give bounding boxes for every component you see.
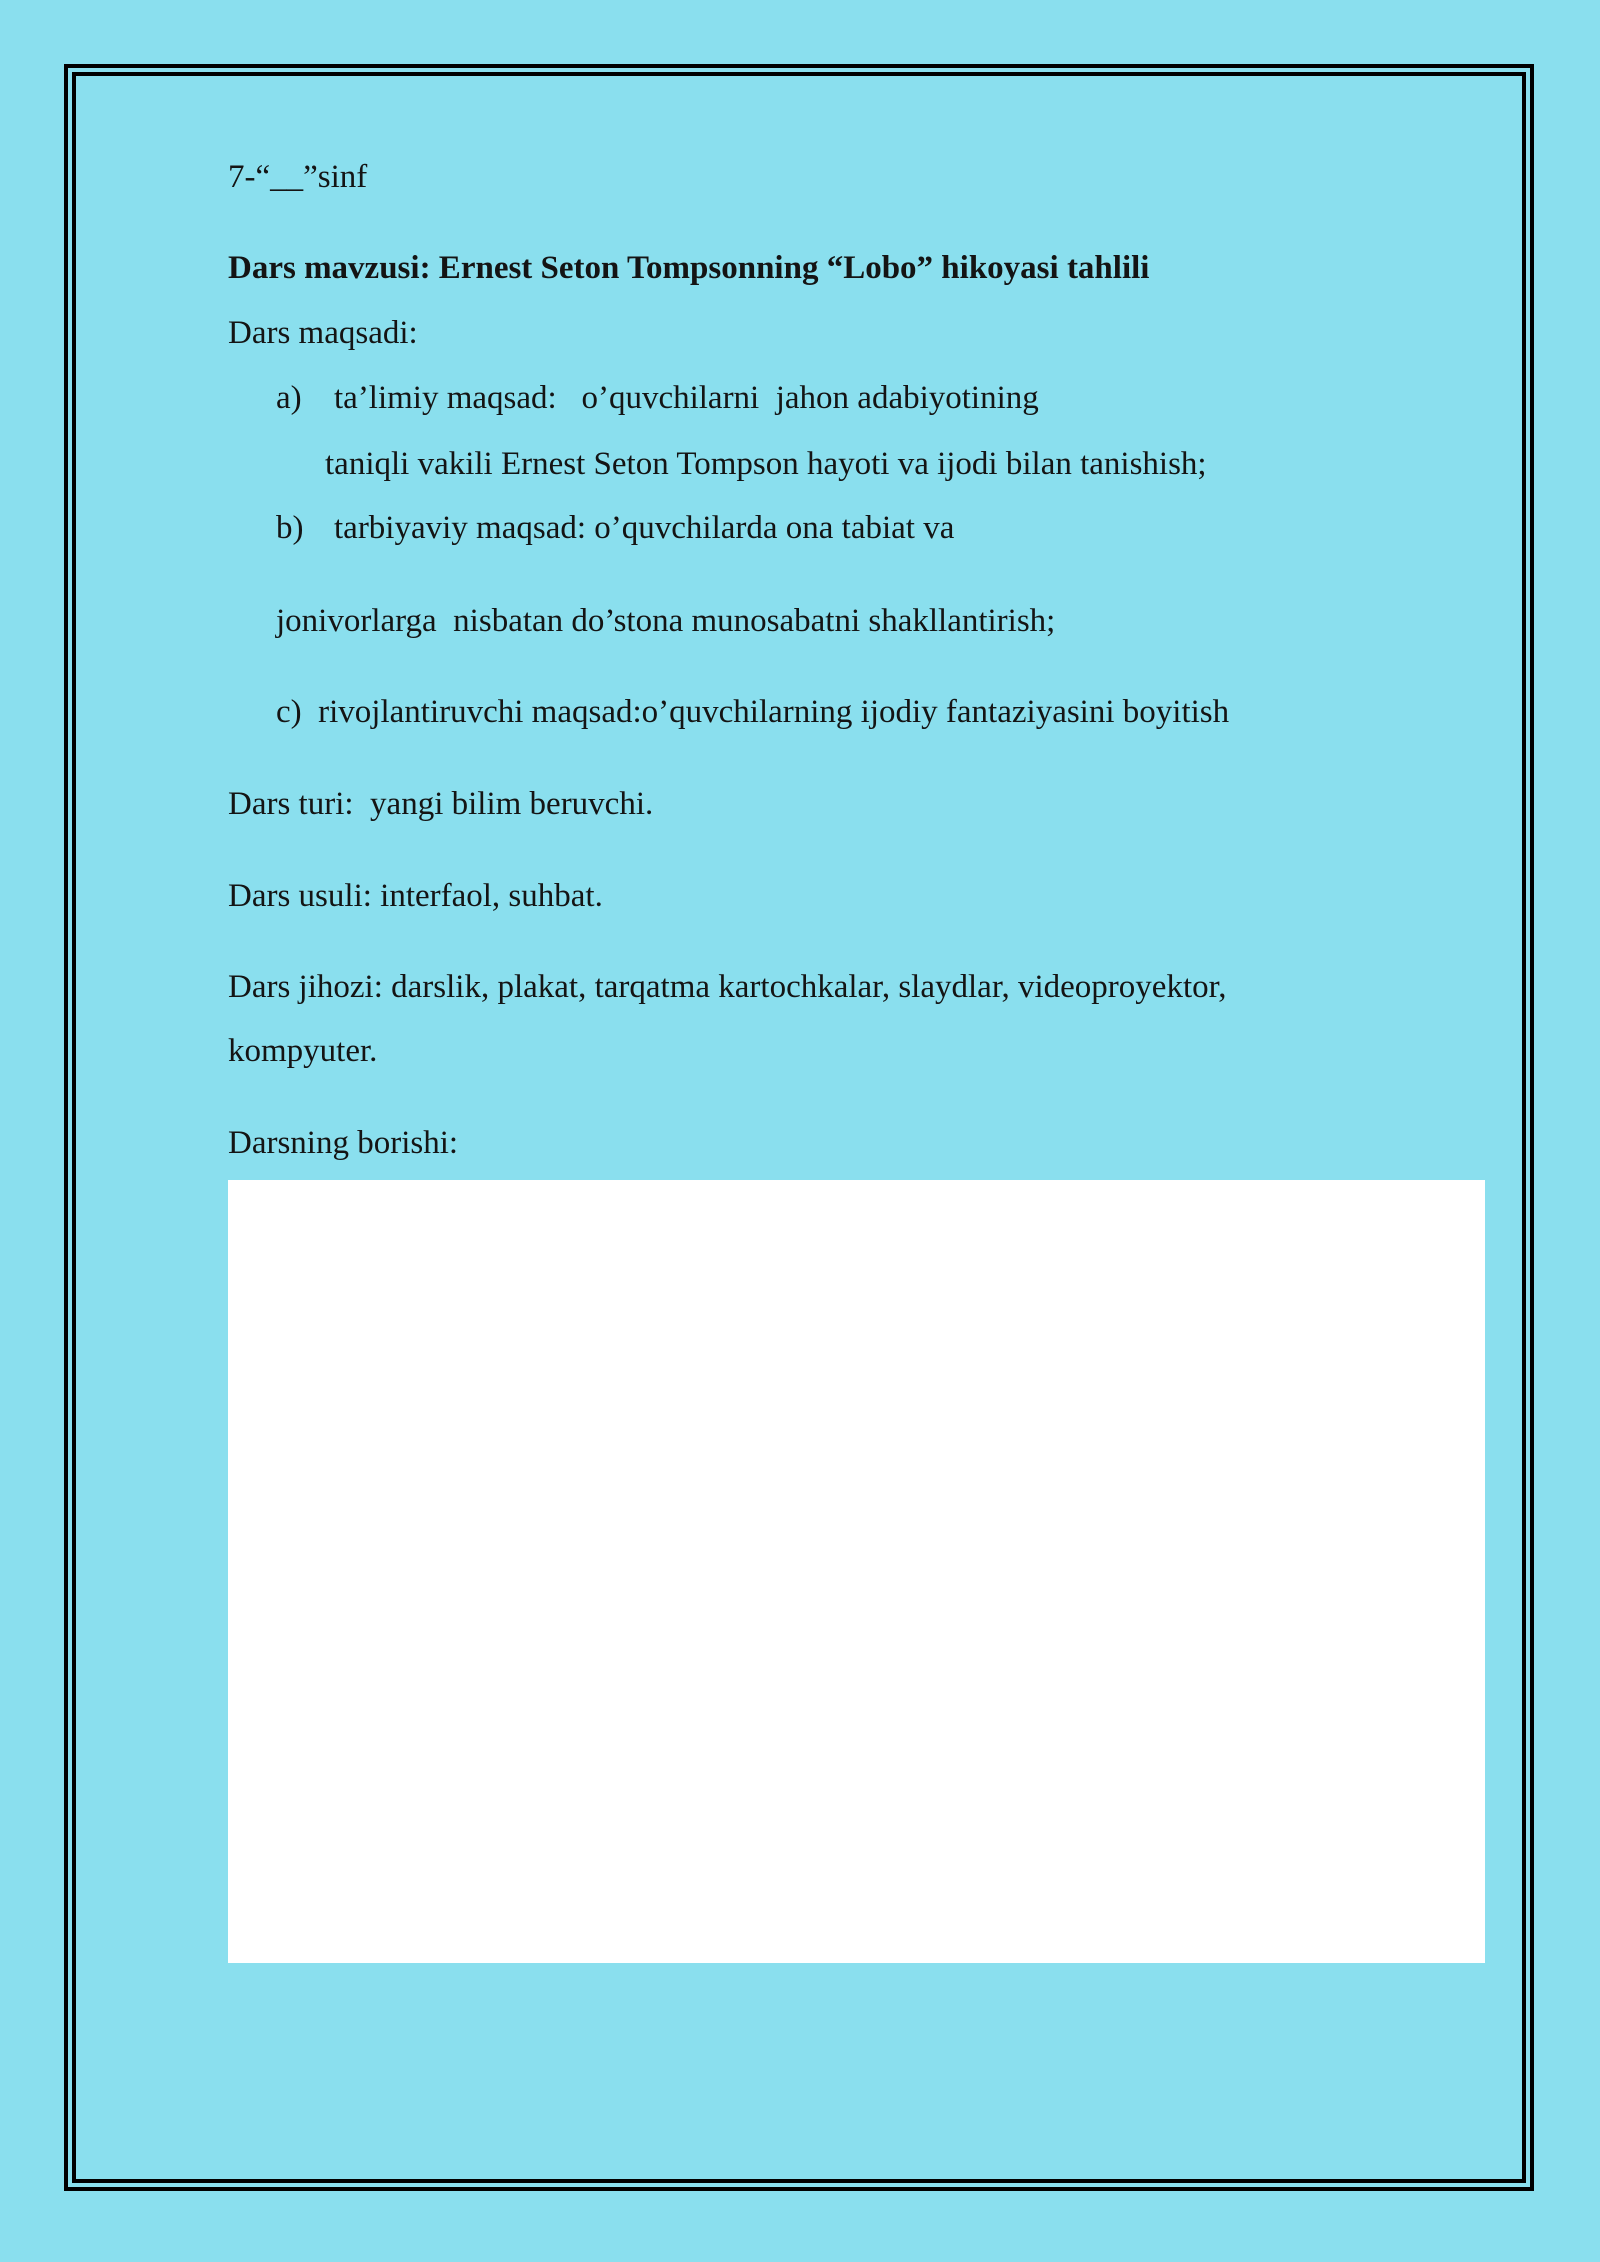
equipment-line2: kompyuter. — [228, 1033, 378, 1069]
goal-a-line1: ta’limiy maqsad: o’quvchilarni jahon adabiyotining — [334, 380, 1039, 416]
lesson-topic: Dars mavzusi: Ernest Seton Tompsonning “Lobo” hikoyasi tahlili — [228, 250, 1150, 286]
goal-b-line2: jonivorlarga nisbatan do’stona munosabatni shakllantirish; — [276, 603, 1056, 639]
goal-b-marker: b) — [276, 510, 304, 546]
goals-heading: Dars maqsadi: — [228, 315, 418, 351]
goal-a-marker: a) — [276, 380, 302, 416]
lesson-content-image-area — [228, 1180, 1485, 1963]
goal-c-line: c) rivojlantiruvchi maqsad:o’quvchilarning ijodiy fantaziyasini boyitish — [276, 694, 1230, 730]
goal-a-line2: taniqli vakili Ernest Seton Tompson hayoti va ijodi bilan tanishish; — [325, 446, 1207, 482]
goal-b-line1: tarbiyaviy maqsad: o’quvchilarda ona tabiat va — [334, 510, 955, 546]
lesson-type: Dars turi: yangi bilim beruvchi. — [228, 786, 654, 822]
progress-heading: Darsning borishi: — [228, 1125, 459, 1161]
lesson-method: Dars usuli: interfaol, suhbat. — [228, 878, 603, 914]
equipment-line1: Dars jihozi: darslik, plakat, tarqatma kartochkalar, slaydlar, videoproyektor, — [228, 969, 1227, 1005]
class-line: 7-“__”sinf — [228, 159, 368, 195]
